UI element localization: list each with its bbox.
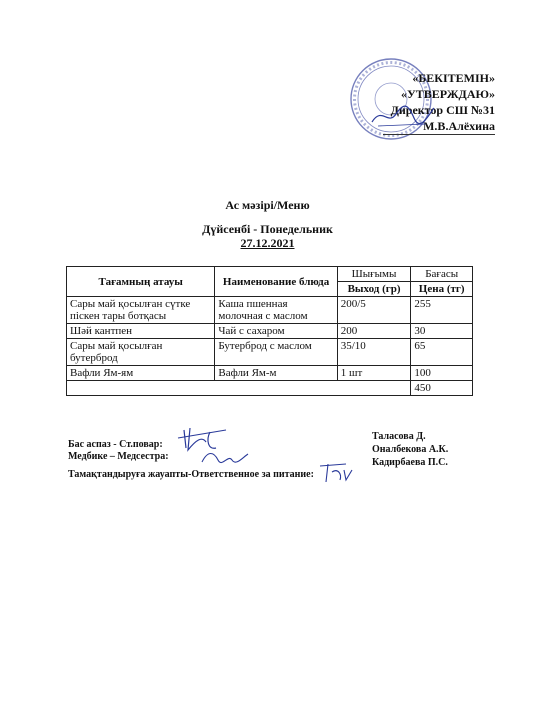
cell-yield: 200 <box>337 324 411 339</box>
cell-name-ru: Бутерброд с маслом <box>215 339 337 366</box>
responsible-label: Тамақтандыруға жауапты-Ответственное за питание: <box>68 469 314 480</box>
cook-label: Бас аспаз - Ст.повар: <box>68 439 163 450</box>
cell-name-kz: Вафли Ям-ям <box>67 366 215 381</box>
director-name: М.В.Алёхина <box>383 118 495 135</box>
header-name-ru: Наименование блюда <box>215 267 337 297</box>
table-row <box>67 297 473 324</box>
header-yield-ru: Выход (гр) <box>337 282 411 297</box>
approval-kz: «БЕКІТЕМІН» <box>412 71 495 85</box>
table-header-row <box>67 267 473 282</box>
approval-ru: «УТВЕРЖДАЮ» <box>400 87 495 101</box>
cell-name-kz: Сары май қосылған сүтке піскен тары ботқасы <box>67 297 215 324</box>
cell-name-kz: Сары май қосылған бутерброд <box>67 339 215 366</box>
header-price-kz: Бағасы <box>411 267 473 282</box>
cell-price: 65 <box>411 339 473 366</box>
responsible-signature-icon <box>316 460 360 486</box>
cook-name: Таласова Д. <box>372 431 426 442</box>
header-price-ru: Цена (тг) <box>411 282 473 297</box>
signatory-names <box>372 430 448 469</box>
total-row <box>67 381 473 396</box>
cell-price: 30 <box>411 324 473 339</box>
nurse-name: Оналбекова А.К. <box>372 444 449 455</box>
menu-date: 27.12.2021 <box>240 236 295 250</box>
header-yield-kz: Шығымы <box>337 267 411 282</box>
responsible-name: Кадирбаева П.С. <box>372 457 448 468</box>
table-row <box>67 366 473 381</box>
menu-table <box>66 266 473 396</box>
cell-yield: 200/5 <box>337 297 411 324</box>
cell-yield: 1 шт <box>337 366 411 381</box>
total-price: 450 <box>411 381 473 396</box>
total-spacer <box>67 381 411 396</box>
menu-title: Ас мәзірі/Меню <box>225 198 310 212</box>
director-signature-icon <box>368 96 438 132</box>
nurse-label: Медбике – Медсестра: <box>68 451 169 462</box>
table-row <box>67 339 473 366</box>
director-title: Директор СШ №31 <box>390 103 495 117</box>
header-name-kz: Тағамның атауы <box>67 267 215 297</box>
table-row <box>67 324 473 339</box>
cell-price: 255 <box>411 297 473 324</box>
cell-name-ru: Каша пшенная молочная с маслом <box>215 297 337 324</box>
cell-name-kz: Шәй кантпен <box>67 324 215 339</box>
day-title: Дүйсенбі - Понедельник <box>202 222 333 236</box>
cell-price: 100 <box>411 366 473 381</box>
cell-name-ru: Чай с сахаром <box>215 324 337 339</box>
nurse-signature-icon <box>198 444 252 468</box>
cell-name-ru: Вафли Ям-м <box>215 366 337 381</box>
cell-yield: 35/10 <box>337 339 411 366</box>
